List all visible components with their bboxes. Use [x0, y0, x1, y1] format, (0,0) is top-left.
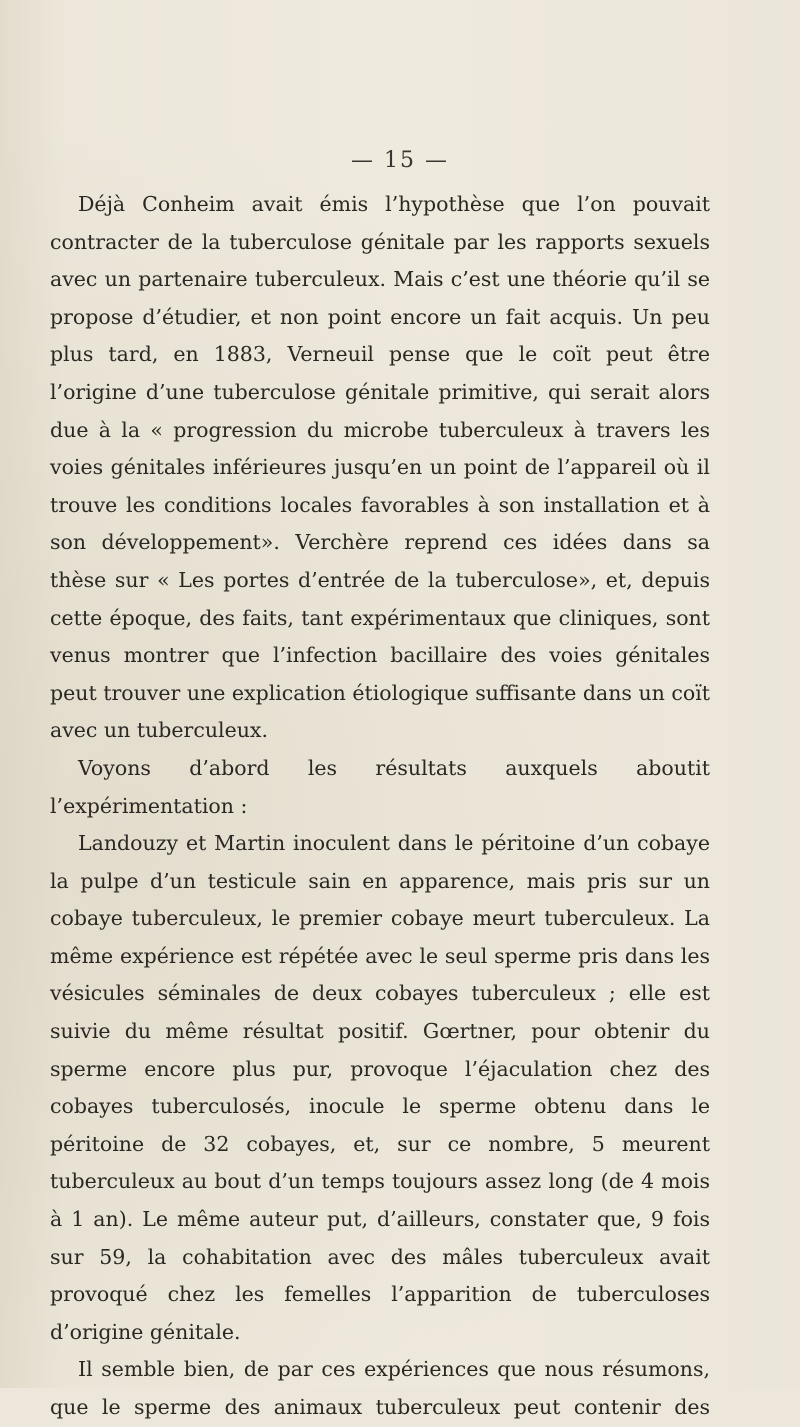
- paragraph-conclusion-start: Il semble bien, de par ces expériences que nous résumons, que le sperme des animaux tuberculeux peut contenir des: [50, 1357, 710, 1419]
- body-text: [50, 186, 710, 1427]
- page-number: — 15 —: [351, 148, 449, 173]
- paragraph-conheim-verneuil: Déjà Conheim avait émis l’hypothèse que l’on pouvait contracter de la tuberculose génitale par les rapports sexuels avec un partenaire tuberculeux. Mais c’est une théorie qu’il se propose d’étudier, et non point encore un fait acquis. Un peu plus tard, en 1883, Verneuil pense que le coït peut être l’origine d’une tuberculose génitale primitive, qui serait alors due à la « progression du microbe tuberculeux à travers les voies génitales inférieures jusqu’en un point de l’appareil où il trouve les conditions locales favorables à son installation et à son développement». Verchère reprend ces idées dans sa thèse sur « Les portes d’entrée de la tuberculose», et, depuis cette époque, des faits, tant expérimentaux que cliniques, sont venus montrer que l’infection bacillaire des voies génitales peut trouver une explication étiologique suffisante dans un coït avec un tuberculeux.: [50, 192, 710, 743]
- paragraph-experimentation-intro: Voyons d’abord les résultats auxquels aboutit l’expérimentation :: [50, 755, 710, 818]
- paragraph-landouzy-martin-goertner: Landouzy et Martin inoculent dans le péritoine d’un cobaye la pulpe d’un testicule sain en apparence, mais pris sur un cobaye tuberculeux, le premier cobaye meurt tuberculeux. La même expérience est répétée avec le seul sperme pris dans les vésicules séminales de deux cobayes tuberculeux ; elle est suivie du même résultat positif. Gœrtner, pour obtenir du sperme encore plus pur, provoque l’éjaculation chez des cobayes tuberculosés, inocule le sperme obtenu dans le péritoine de 32 cobayes, et, sur ce nombre, 5 meurent tuberculeux au bout d’un temps toujours assez long (de 4 mois à 1 an). Le même auteur put, d’ailleurs, constater que, 9 fois sur 59, la cohabitation avec des mâles tuberculeux avait provoqué chez les femelles l’apparition de tuberculoses d’origine génitale.: [50, 831, 710, 1344]
